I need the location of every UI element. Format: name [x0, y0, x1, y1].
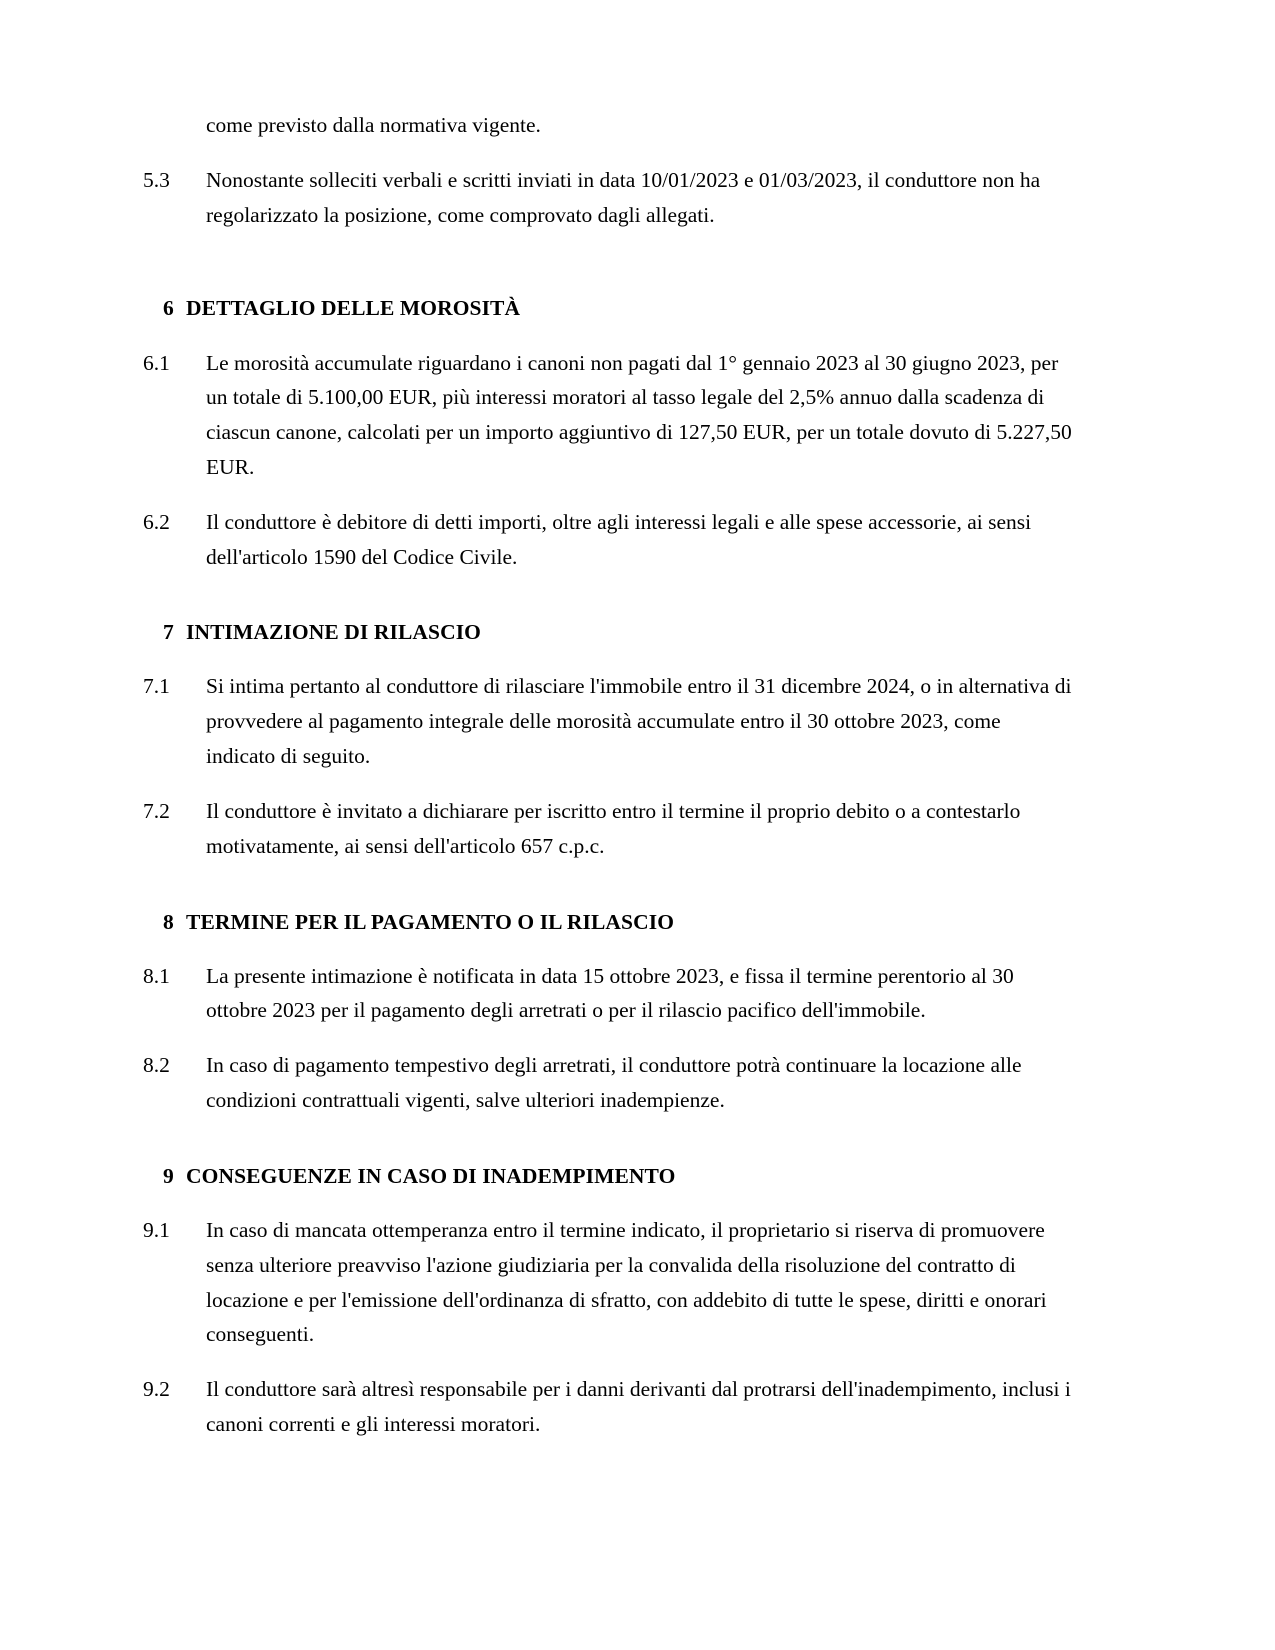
clause-text: Si intima pertanto al conduttore di rilasciare l'immobile entro il 31 dicembre 2024, o in alternativa di provvedere al pagamento integrale delle morosità accumulate entro il 30 ottobre 2023, come indicato di seguito. [206, 674, 1072, 769]
section-title: CONSEGUENZE IN CASO DI INADEMPIMENTO [186, 1163, 676, 1188]
section-title: INTIMAZIONE DI RILASCIO [186, 620, 481, 645]
clause-9-1 [143, 1213, 1073, 1352]
clause-7-2 [143, 794, 1073, 864]
clause-6-1 [143, 346, 1073, 485]
section-number: 7 [163, 620, 174, 645]
clause-number: 5.3 [143, 167, 170, 192]
section-heading-8 [143, 908, 1073, 937]
clause-number: 6.1 [143, 350, 170, 375]
section-title: DETTAGLIO DELLE MOROSITÀ [186, 296, 521, 321]
clause-number: 9.2 [143, 1377, 170, 1402]
clause-number: 6.2 [143, 509, 170, 534]
section-number: 6 [163, 296, 174, 321]
section-heading-6 [143, 294, 1073, 323]
section-heading-9 [143, 1162, 1073, 1191]
clause-text: Il conduttore sarà altresì responsabile per i danni derivanti dal protrarsi dell'inadempimento, inclusi i canoni correnti e gli interessi moratori. [206, 1377, 1071, 1437]
section-heading-7 [143, 618, 1073, 647]
clause-number: 8.2 [143, 1053, 170, 1078]
clause-8-1 [143, 959, 1073, 1029]
clause-number: 7.1 [143, 674, 170, 699]
clause-number: 7.2 [143, 798, 170, 823]
clause-5-3 [143, 163, 1073, 233]
continuation-paragraph: come previsto dalla normativa vigente. [206, 113, 541, 137]
section-number: 8 [163, 909, 174, 934]
clause-7-1 [143, 669, 1073, 773]
clause-number: 8.1 [143, 963, 170, 988]
clause-8-2 [143, 1048, 1073, 1118]
clause-text: In caso di pagamento tempestivo degli arretrati, il conduttore potrà continuare la locazione alle condizioni contrattuali vigenti, salve ulteriori inadempienze. [206, 1053, 1022, 1113]
document-body [143, 108, 1073, 1442]
clause-text: Nonostante solleciti verbali e scritti inviati in data 10/01/2023 e 01/03/2023, il conduttore non ha regolarizzato la posizione, come comprovato dagli allegati. [206, 167, 1041, 227]
clause-6-2 [143, 505, 1073, 575]
section-number: 9 [163, 1163, 174, 1188]
clause-number: 9.1 [143, 1217, 170, 1242]
clause-text: Il conduttore è debitore di detti importi, oltre agli interessi legali e alle spese accessorie, ai sensi dell'articolo 1590 del Codice Civile. [206, 509, 1032, 569]
clause-text: La presente intimazione è notificata in data 15 ottobre 2023, e fissa il termine perentorio al 30 ottobre 2023 per il pagamento degli arretrati o per il rilascio pacifico dell'immobile. [206, 963, 1014, 1023]
section-title: TERMINE PER IL PAGAMENTO O IL RILASCIO [186, 909, 675, 934]
clause-text: Le morosità accumulate riguardano i canoni non pagati dal 1° gennaio 2023 al 30 giugno 2023, per un totale di 5.100,00 EUR, più interessi moratori al tasso legale del 2,5% annuo dalla scadenza di ciascun canone, calcolati per un importo aggiuntivo di 127,50 EUR, per un totale dovuto di 5.227,50 EUR. [206, 350, 1072, 479]
clause-9-2 [143, 1372, 1073, 1442]
clause-text: In caso di mancata ottemperanza entro il termine indicato, il proprietario si riserva di promuovere senza ulteriore preavviso l'azione giudiziaria per la convalida della risoluzione del contratto di locazione e per l'emissione dell'ordinanza di sfratto, con addebito di tutte le spese, diritti e onorari conseguenti. [206, 1217, 1047, 1347]
clause-text: Il conduttore è invitato a dichiarare per iscritto entro il termine il proprio debito o a contestarlo motivatamente, ai sensi dell'articolo 657 c.p.c. [206, 798, 1021, 858]
